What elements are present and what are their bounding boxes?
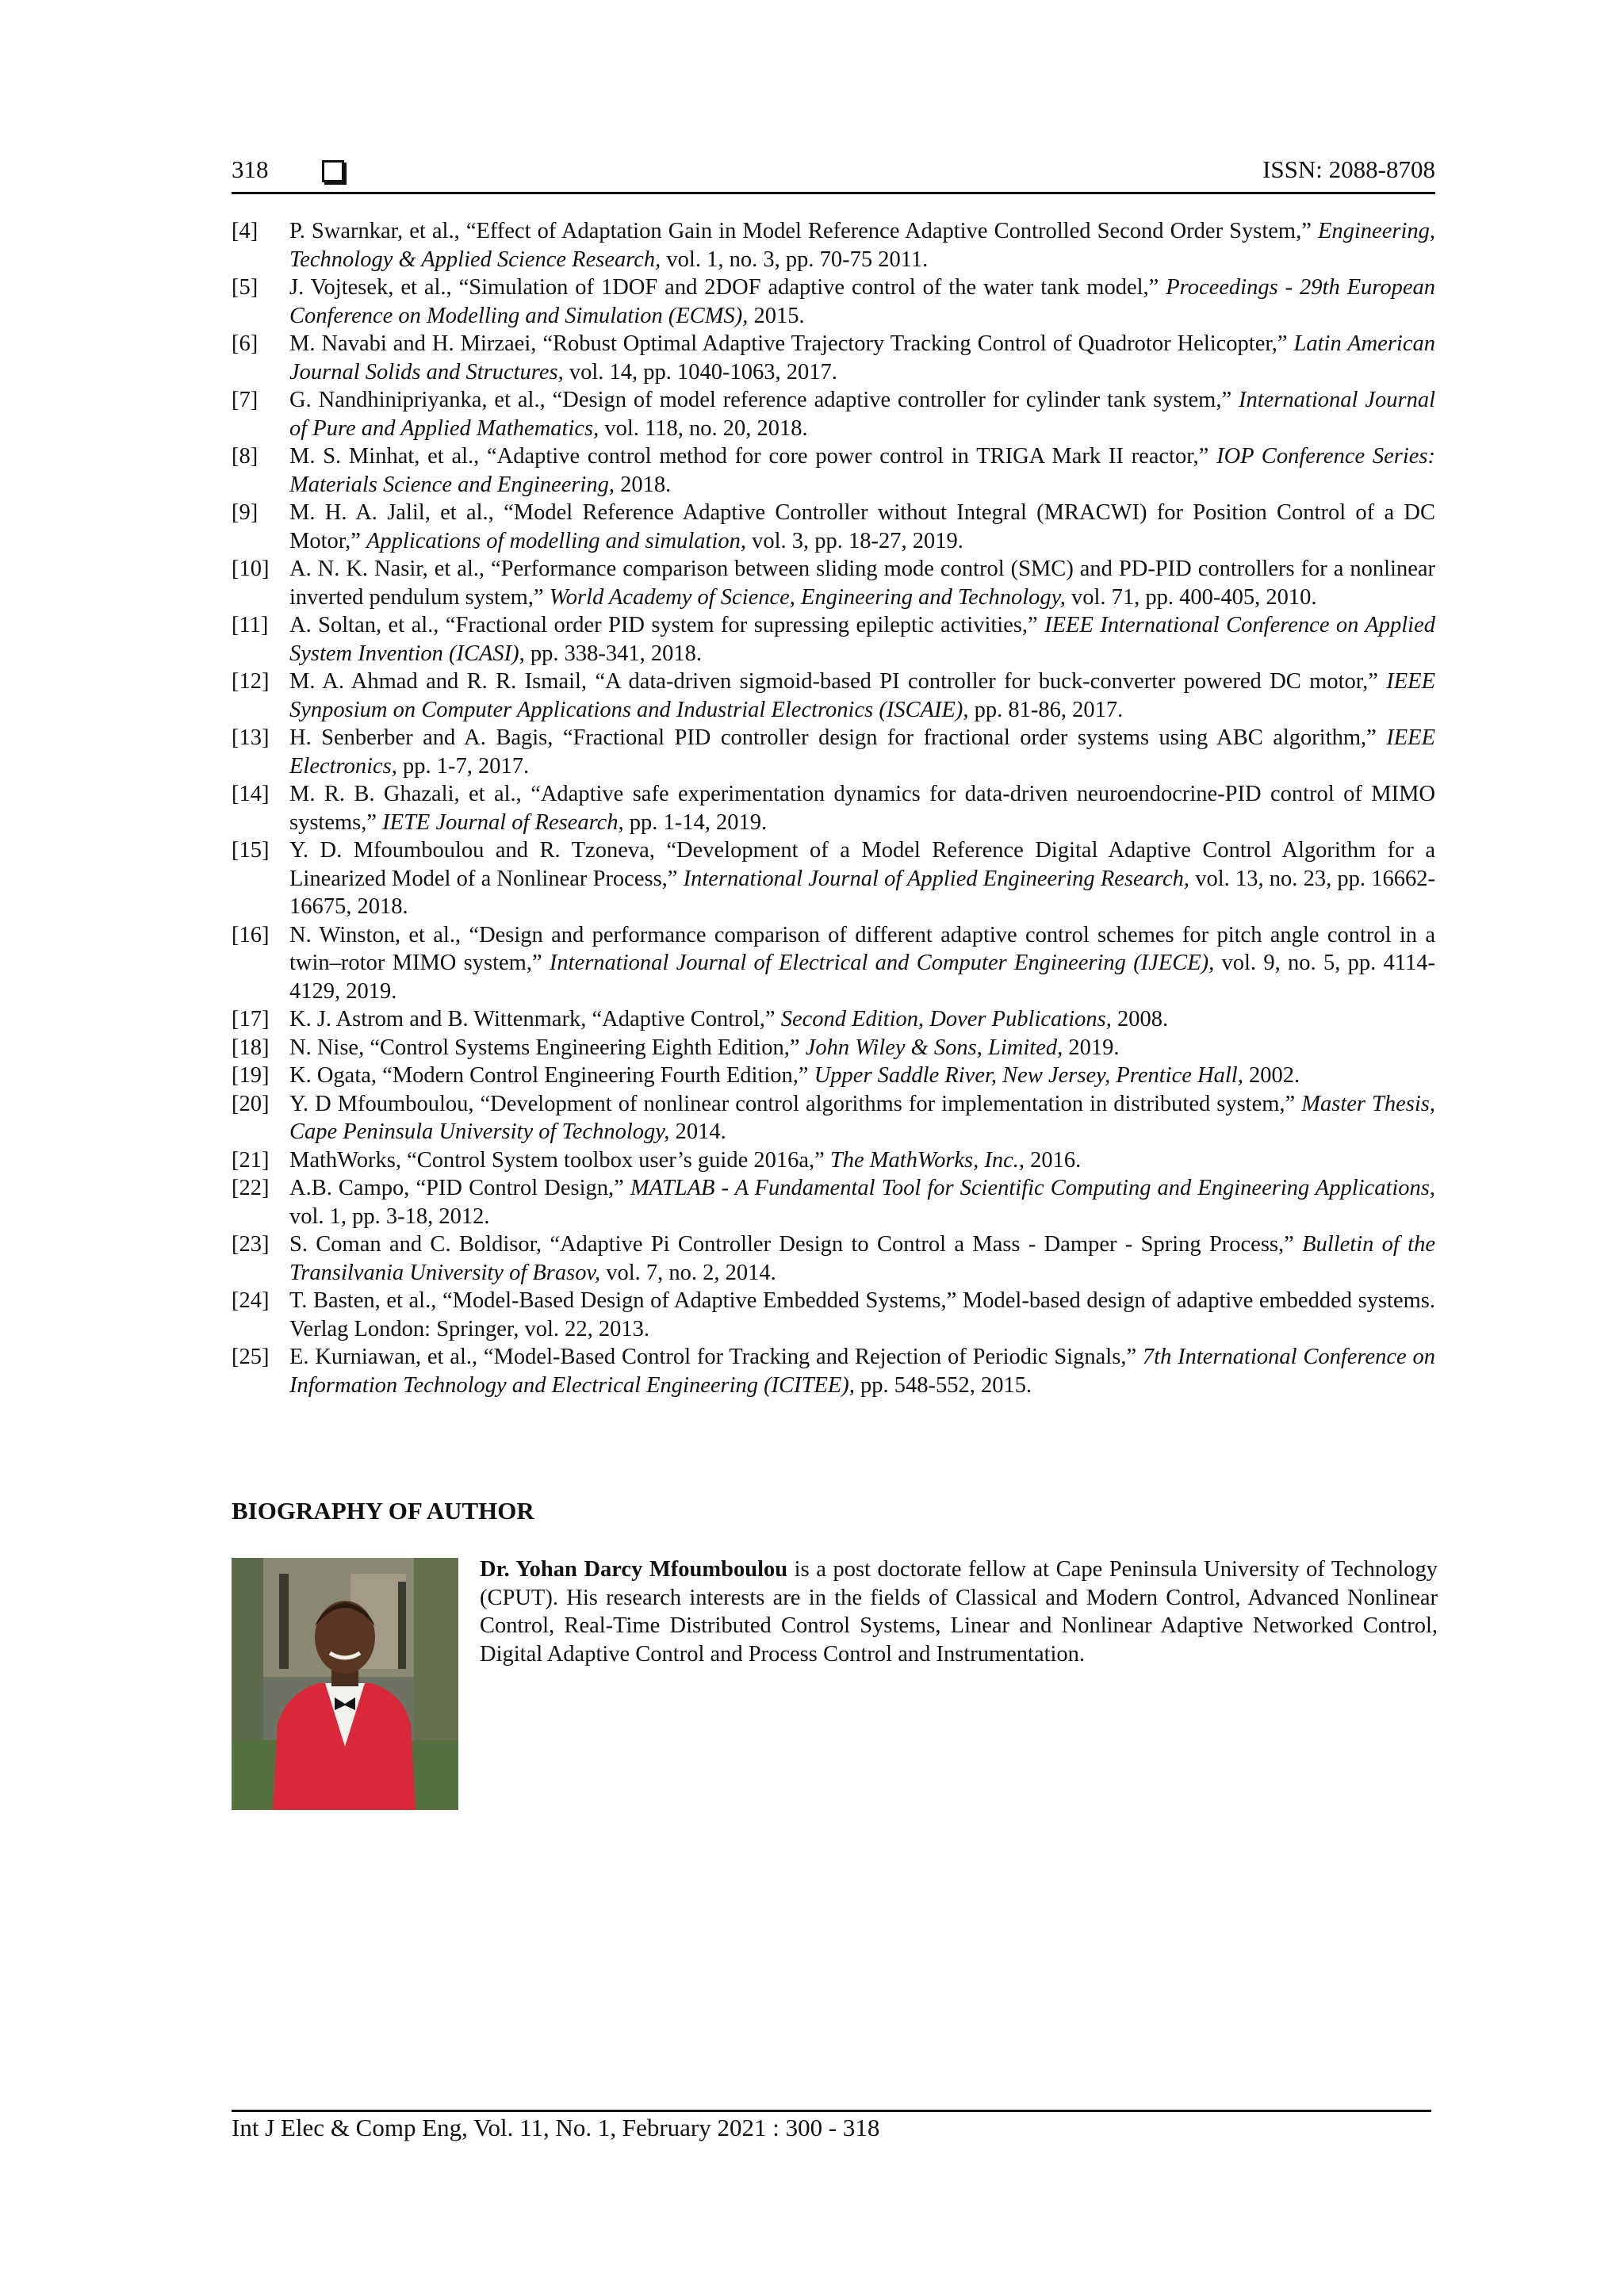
reference-text: S. Coman and C. Boldisor, “Adaptive Pi Controller Design to Control a Mass - Damper - Spring Process,” (289, 1232, 1303, 1257)
biography-heading: BIOGRAPHY OF AUTHOR (232, 1497, 534, 1525)
reference-text: E. Kurniawan, et al., “Model-Based Control for Tracking and Rejection of Periodic Signals,” (289, 1345, 1143, 1369)
reference-item (232, 780, 1435, 836)
reference-number: [17] (232, 1007, 270, 1031)
reference-venue: Proceedings - 29th European Conference on Modelling and Simulation (ECMS), (289, 275, 1435, 328)
reference-details: vol. 14, pp. 1040-1063, 2017. (563, 359, 837, 385)
reference-number: [11] (232, 613, 269, 637)
reference-venue: John Wiley & Sons, Limited, (805, 1035, 1063, 1060)
reference-details: 2008. (1111, 1007, 1169, 1031)
footer-rule (232, 2110, 1431, 2112)
reference-venue: MATLAB - A Fundamental Tool for Scientific Computing and Engineering Applications (630, 1176, 1430, 1200)
reference-number: [16] (232, 922, 270, 947)
reference-venue: Bulletin of the Transilvania University of Brasov, (289, 1232, 1435, 1285)
reference-text: A. Soltan, et al., “Fractional order PID system for supressing epileptic activities,” (289, 613, 1045, 637)
reference-text: M. H. A. Jalil, et al., “Model Reference Adaptive Controller without Integral (MRACWI) for Position Control of a DC Motor,” (289, 500, 1435, 553)
reference-item (232, 724, 1435, 780)
reference-number: [5] (232, 275, 259, 300)
reference-venue: Second Edition, Dover Publications, (780, 1007, 1112, 1031)
biography-text (480, 1556, 1438, 1668)
biography-body: is a post doctorate fellow at Cape Peninsula University of Technology (CPUT). His research interests are in the fields of Classical and Modern Control, Advanced Nonlinear Control, Real-Time Distributed Control Systems, Linear and Nonlinear Adaptive Networked Control, Digital Adaptive Control and Process Control and Instrumentation. (480, 1557, 1438, 1667)
reference-venue: IEEE International Conference on Applied System Invention (ICASI), (289, 613, 1435, 666)
reference-details: pp. 1-14, 2019. (623, 809, 768, 835)
reference-number: [12] (232, 669, 270, 694)
reference-text: T. Basten, et al., “Model-Based Design of Adaptive Embedded Systems,” Model-based design of adaptive embedded systems. Verlag London: Springer, vol. 22, 2013. (289, 1288, 1435, 1341)
reference-number: [21] (232, 1147, 270, 1173)
reference-number: [23] (232, 1232, 270, 1257)
reference-venue: International Journal of Pure and Applied Mathematics, (289, 388, 1435, 441)
page-header (232, 155, 1435, 192)
reference-details: 2018. (614, 472, 672, 497)
reference-venue: International Journal of Electrical and Computer Engineering (IJECE), (549, 951, 1215, 975)
reference-number: [22] (232, 1176, 270, 1200)
reference-text: A.B. Campo, “PID Control Design,” (289, 1176, 630, 1200)
reference-item (232, 1343, 1435, 1399)
reference-text: M. S. Minhat, et al., “Adaptive control method for core power control in TRIGA Mark II reactor,” (289, 444, 1217, 469)
reference-details: vol. 9, no. 5, pp. 4114-4129, 2019. (289, 951, 1435, 1004)
reference-text: P. Swarnkar, et al., “Effect of Adaptation Gain in Model Reference Adaptive Controlled Second Order System,” (289, 219, 1318, 243)
reference-venue: Master Thesis, Cape Peninsula University of Technology, (289, 1091, 1436, 1144)
reference-text: H. Senberber and A. Bagis, “Fractional PID controller design for fractional order systems using ABC algorithm,” (289, 725, 1387, 750)
reference-details: pp. 338-341, 2018. (524, 641, 703, 666)
reference-item (232, 1146, 1435, 1175)
reference-item (232, 921, 1435, 1006)
reference-details: , vol. 1, pp. 3-18, 2012. (289, 1176, 1435, 1229)
reference-item (232, 668, 1435, 724)
reference-details: pp. 548-552, 2015. (854, 1372, 1032, 1398)
reference-details: 2015. (748, 303, 805, 328)
reference-text: Y. D Mfoumboulou, “Development of nonlinear control algorithms for implementation in distributed system,” (289, 1091, 1302, 1116)
reference-number: [15] (232, 838, 270, 863)
reference-text: A. N. K. Nasir, et al., “Performance comparison between sliding mode control (SMC) and PD-PID controllers for a nonlinear inverted pendulum system,” (289, 557, 1435, 610)
reference-details: vol. 118, no. 20, 2018. (599, 415, 808, 441)
reference-venue: Upper Saddle River, New Jersey, Prentice Hall, (814, 1063, 1243, 1088)
reference-number: [19] (232, 1063, 270, 1088)
reference-number: [8] (232, 444, 259, 469)
reference-number: [10] (232, 557, 270, 581)
reference-number: [7] (232, 388, 259, 412)
reference-details: 2002. (1243, 1063, 1300, 1088)
reference-details: , 2016. (1018, 1147, 1082, 1173)
reference-venue: IEEE Electronics, (289, 725, 1435, 779)
reference-details: vol. 13, no. 23, pp. 16662-16675, 2018. (289, 866, 1435, 919)
journal-citation: Int J Elec & Comp Eng, Vol. 11, No. 1, February 2021 : 300 - 318 (232, 2114, 880, 2141)
reference-text: MathWorks, “Control System toolbox user’s guide 2016a,” (289, 1147, 830, 1173)
reference-number: [6] (232, 331, 259, 356)
issn-label: ISSN: 2088-8708 (1262, 155, 1435, 183)
reference-details: vol. 3, pp. 18-27, 2019. (745, 528, 963, 553)
reference-text: M. R. B. Ghazali, et al., “Adaptive safe experimentation dynamics for data-driven neuroendocrine-PID control of MIMO systems,” (289, 782, 1435, 835)
reference-venue: Latin American Journal Solids and Structures, (289, 331, 1435, 385)
reference-item (232, 1034, 1435, 1062)
page-number: 318 (232, 155, 269, 183)
reference-list (232, 217, 1435, 1399)
reference-item (232, 1062, 1435, 1090)
reference-item (232, 555, 1435, 611)
reference-text: Y. D. Mfoumboulou and R. Tzoneva, “Development of a Model Reference Digital Adaptive Control Algorithm for a Linearized Model of a Nonlinear Process,” (289, 838, 1435, 891)
reference-item (232, 386, 1435, 442)
reference-details: 2014. (669, 1119, 726, 1144)
reference-item (232, 274, 1435, 330)
reference-item (232, 1230, 1435, 1287)
reference-text: M. Navabi and H. Mirzaei, “Robust Optimal Adaptive Trajectory Tracking Control of Quadrotor Helicopter,” (289, 331, 1294, 356)
author-photo (232, 1558, 458, 1810)
reference-venue: 7th International Conference on Information Technology and Electrical Engineering (ICITEE), (289, 1345, 1435, 1398)
reference-venue: Engineering, Technology & Applied Science Research, (289, 219, 1435, 272)
reference-item (232, 1005, 1435, 1034)
reference-item (232, 1090, 1435, 1146)
reference-text: G. Nandhinipriyanka, et al., “Design of model reference adaptive controller for cylinder tank system,” (289, 388, 1239, 412)
reference-text: M. A. Ahmad and R. R. Ismail, “A data-driven sigmoid-based PI controller for buck-converter powered DC motor,” (289, 669, 1387, 694)
reference-text: K. J. Astrom and B. Wittenmark, “Adaptive Control,” (289, 1007, 781, 1031)
reference-details: vol. 1, no. 3, pp. 70-75 2011. (661, 247, 929, 272)
reference-details: pp. 81-86, 2017. (968, 697, 1124, 722)
reference-number: [18] (232, 1035, 270, 1060)
reference-text: J. Vojtesek, et al., “Simulation of 1DOF and 2DOF adaptive control of the water tank model,” (289, 275, 1166, 300)
reference-item (232, 330, 1435, 386)
reference-details: vol. 71, pp. 400-405, 2010. (1065, 584, 1317, 610)
reference-details: 2019. (1063, 1035, 1120, 1060)
reference-venue: IEEE Synposium on Computer Applications and Industrial Electronics (ISCAIE), (289, 669, 1435, 722)
reference-venue: Applications of modelling and simulation, (366, 528, 746, 553)
reference-number: [13] (232, 725, 270, 750)
reference-details: vol. 7, no. 2, 2014. (600, 1260, 776, 1285)
reference-item (232, 442, 1435, 499)
header-rule (232, 192, 1435, 194)
reference-number: [4] (232, 219, 259, 243)
reference-venue: International Journal of Applied Engineering Research, (683, 866, 1189, 891)
reference-item (232, 1287, 1435, 1343)
reference-text: N. Winston, et al., “Design and performance comparison of different adaptive control schemes for pitch angle control in a twin–rotor MIMO system,” (289, 922, 1435, 975)
reference-item (232, 1174, 1435, 1230)
reference-number: [20] (232, 1091, 270, 1116)
reference-venue: World Academy of Science, Engineering and Technology, (549, 584, 1066, 610)
reference-venue: IETE Journal of Research, (382, 809, 624, 835)
reference-text: K. Ogata, “Modern Control Engineering Fourth Edition,” (289, 1063, 814, 1088)
reference-item (232, 611, 1435, 668)
reference-item (232, 836, 1435, 921)
reference-text: N. Nise, “Control Systems Engineering Eighth Edition,” (289, 1035, 806, 1060)
reference-venue: The MathWorks, Inc. (829, 1147, 1019, 1173)
reference-venue: IOP Conference Series: Materials Science and Engineering, (289, 444, 1435, 497)
reference-number: [25] (232, 1345, 270, 1369)
author-name: Dr. Yohan Darcy Mfoumboulou (480, 1557, 788, 1582)
reference-item (232, 499, 1435, 555)
reference-item (232, 217, 1435, 274)
reference-number: [9] (232, 500, 259, 525)
reference-details: pp. 1-7, 2017. (396, 753, 530, 779)
reference-number: [14] (232, 782, 270, 806)
checkbox-square-icon (322, 160, 344, 182)
reference-number: [24] (232, 1288, 270, 1313)
